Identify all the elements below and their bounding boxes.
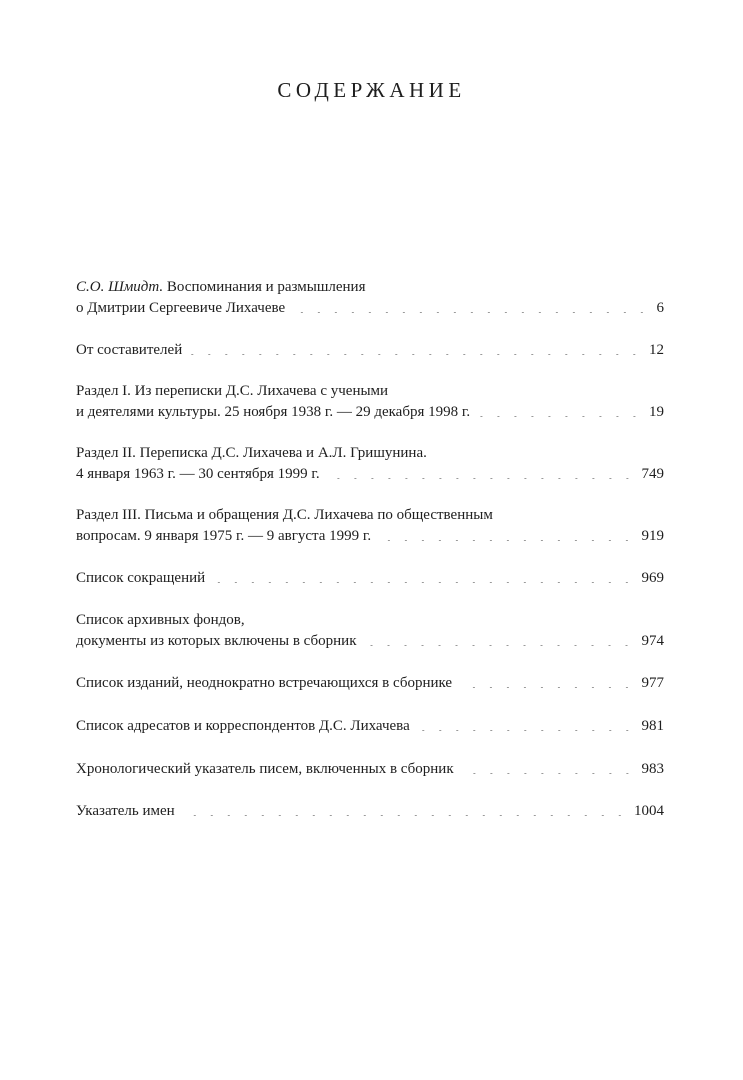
entry-title-line2: 4 января 1963 г. — 30 сентября 1999 г. — [76, 466, 320, 482]
entry-title-line1: Раздел II. Переписка Д.С. Лихачева и А.Л. Гришунина. — [76, 445, 427, 461]
toc-entry-abbreviations — [76, 568, 664, 589]
entry-page-number: 12 — [649, 342, 664, 358]
entry-page-number: 969 — [641, 570, 664, 586]
entry-page-number: 983 — [641, 761, 664, 777]
entry-title-line2: документы из которых включены в сборник — [76, 633, 357, 649]
entry-title: Хронологический указатель писем, включенных в сборник — [76, 761, 454, 777]
dot-leader — [213, 582, 635, 583]
entry-title-line2: вопросам. 9 января 1975 г. — 9 августа 1999 г. — [76, 528, 372, 544]
toc-entry-name-index — [76, 801, 664, 822]
entry-title-line2: и деятелями культуры. 25 ноября 1938 г. — 29 декабря 1998 г. — [76, 404, 471, 420]
entry-title: Список изданий, неоднократно встречающихся в сборнике — [76, 675, 453, 691]
entry-page-number: 749 — [641, 466, 664, 482]
entry-page-number: 6 — [656, 300, 664, 316]
dot-leader — [293, 312, 650, 313]
toc-entry-editions — [76, 673, 664, 694]
toc-entry-compilers — [76, 340, 664, 361]
toc-entry-correspondents — [76, 716, 664, 737]
entry-page-number: 919 — [641, 528, 664, 544]
toc-entry-section-2 — [76, 443, 664, 485]
toc-entry-archives — [76, 610, 664, 652]
entry-title-line2: о Дмитрии Сергеевиче Лихачеве — [76, 300, 286, 316]
entry-title-line1: Воспоминания и размышления — [166, 279, 366, 295]
dot-leader — [328, 478, 636, 479]
entry-title: Список адресатов и корреспондентов Д.С. Лихачева — [76, 718, 410, 734]
dot-leader — [364, 645, 635, 646]
entry-title-line1: Список архивных фондов, — [76, 612, 245, 628]
dot-leader — [460, 687, 635, 688]
entry-author: С.О. Шмидт. — [76, 279, 164, 295]
dot-leader — [462, 773, 636, 774]
entry-title: Указатель имен — [76, 803, 175, 819]
toc-entry-section-3 — [76, 505, 664, 547]
entry-page-number: 1004 — [634, 803, 664, 819]
entry-page-number: 977 — [641, 675, 664, 691]
dot-leader — [418, 730, 636, 731]
dot-leader — [478, 416, 643, 417]
entry-page-number: 981 — [641, 718, 664, 734]
toc-entry-chronological-index — [76, 759, 664, 780]
dot-leader — [190, 354, 643, 355]
dot-leader — [379, 540, 635, 541]
entry-page-number: 19 — [649, 404, 664, 420]
toc-entry-shmidt — [76, 277, 664, 319]
entry-title: От составителей — [76, 342, 183, 358]
dot-leader — [183, 815, 628, 816]
toc-entry-section-1 — [76, 381, 664, 423]
entry-title-line1: Раздел III. Письма и обращения Д.С. Лихачева по общественным — [76, 507, 493, 523]
page-title: СОДЕРЖАНИЕ — [277, 78, 466, 102]
entry-page-number: 974 — [641, 633, 664, 649]
entry-title-line1: Раздел I. Из переписки Д.С. Лихачева с учеными — [76, 383, 389, 399]
entry-title: Список сокращений — [76, 570, 206, 586]
